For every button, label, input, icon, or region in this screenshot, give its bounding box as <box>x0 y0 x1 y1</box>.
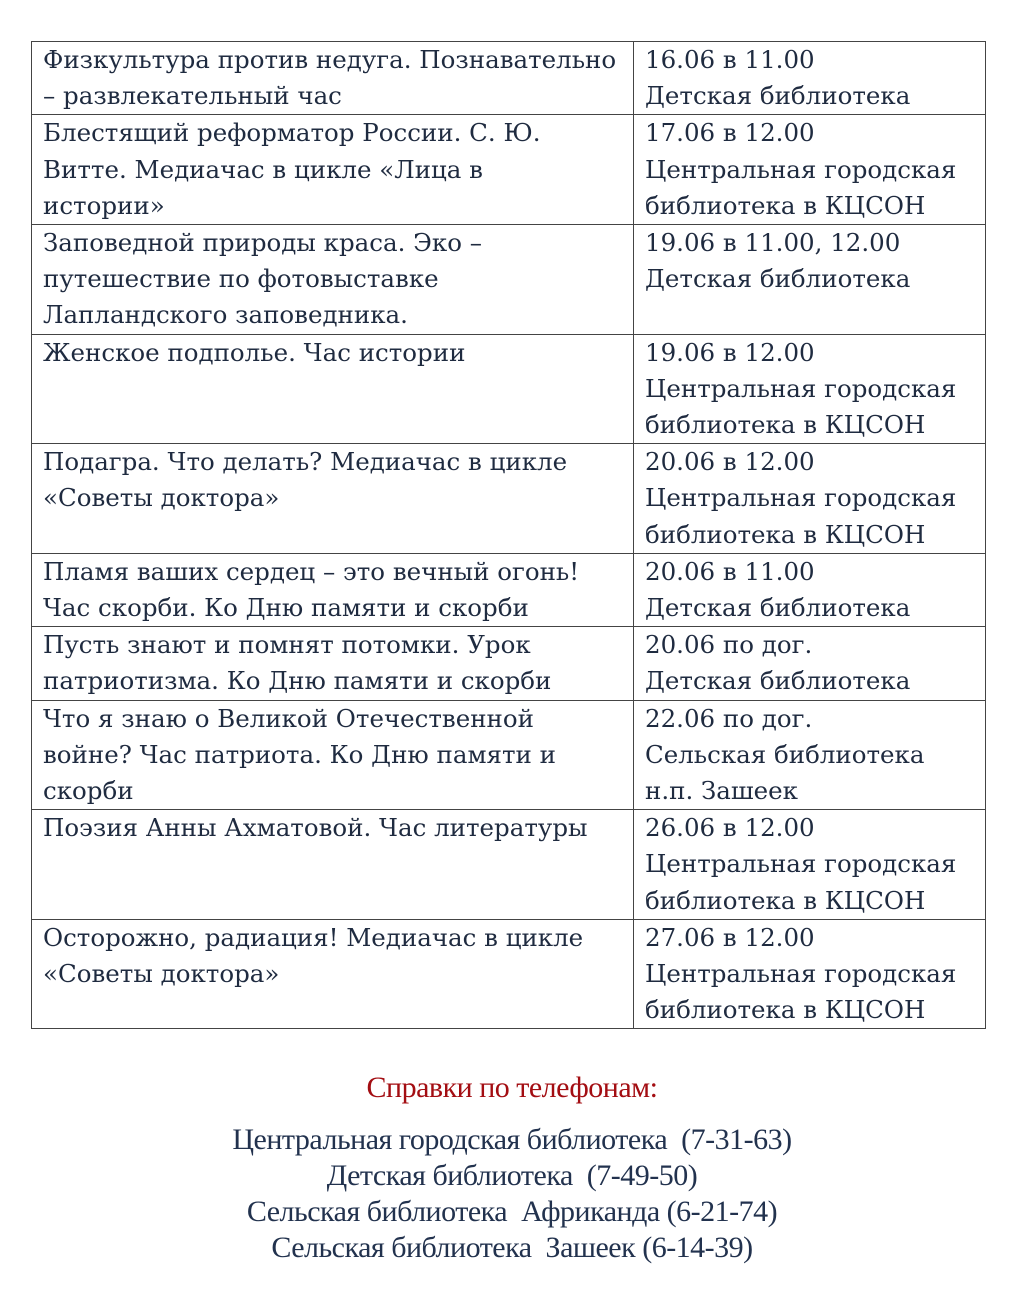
event-row <box>32 919 986 1029</box>
event-title: Что я знаю о Великой Отечественной войне? Час патриота. Ко Дню памяти и скорби <box>32 700 634 810</box>
event-date-place: 20.06 в 11.00 Детская библиотека <box>634 553 986 626</box>
event-title: Осторожно, радиация! Медиачас в цикле «Советы доктора» <box>32 919 634 1029</box>
event-date-place: 17.06 в 12.00 Центральная городская библиотека в КЦСОН <box>634 115 986 225</box>
event-row <box>32 553 986 626</box>
contact-line: Сельская библиотека Африканда (6-21-74) <box>246 1195 778 1228</box>
event-row <box>32 225 986 335</box>
event-date-place: 20.06 в 12.00 Центральная городская библиотека в КЦСОН <box>634 444 986 554</box>
event-date-place: 19.06 в 11.00, 12.00 Детская библиотека <box>634 225 986 335</box>
event-row <box>32 444 986 554</box>
contact-line: Сельская библиотека Зашеек (6-14-39) <box>271 1231 753 1264</box>
event-title: Женское подполье. Час истории <box>32 334 634 444</box>
event-row <box>32 42 986 115</box>
event-date-place: 19.06 в 12.00 Центральная городская библиотека в КЦСОН <box>634 334 986 444</box>
event-title: Заповедной природы краса. Эко – путешествие по фотовыставке Лапландского заповедника. <box>32 225 634 335</box>
event-date-place: 26.06 в 12.00 Центральная городская библиотека в КЦСОН <box>634 810 986 920</box>
event-title: Пусть знают и помнят потомки. Урок патриотизма. Ко Дню памяти и скорби <box>32 627 634 700</box>
events-table <box>31 41 986 1029</box>
event-row <box>32 334 986 444</box>
contacts-section <box>0 1068 1024 1266</box>
event-title: Пламя ваших сердец – это вечный огонь! Час скорби. Ко Дню памяти и скорби <box>32 553 634 626</box>
event-date-place: 27.06 в 12.00 Центральная городская библиотека в КЦСОН <box>634 919 986 1029</box>
event-date-place: 22.06 по дог. Сельская библиотека н.п. Зашеек <box>634 700 986 810</box>
event-row <box>32 700 986 810</box>
event-title: Физкультура против недуга. Познавательно – развлекательный час <box>32 42 634 115</box>
contacts-title: Справки по телефонам: <box>366 1071 658 1104</box>
event-date-place: 16.06 в 11.00 Детская библиотека <box>634 42 986 115</box>
event-row <box>32 115 986 225</box>
contact-line: Центральная городская библиотека (7-31-63) <box>232 1123 792 1156</box>
event-row <box>32 627 986 700</box>
event-date-place: 20.06 по дог. Детская библиотека <box>634 627 986 700</box>
event-title: Поэзия Анны Ахматовой. Час литературы <box>32 810 634 920</box>
event-row <box>32 810 986 920</box>
event-title: Блестящий реформатор России. С. Ю. Витте. Медиачас в цикле «Лица в истории» <box>32 115 634 225</box>
event-title: Подагра. Что делать? Медиачас в цикле «Советы доктора» <box>32 444 634 554</box>
contact-line: Детская библиотека (7-49-50) <box>326 1159 698 1192</box>
